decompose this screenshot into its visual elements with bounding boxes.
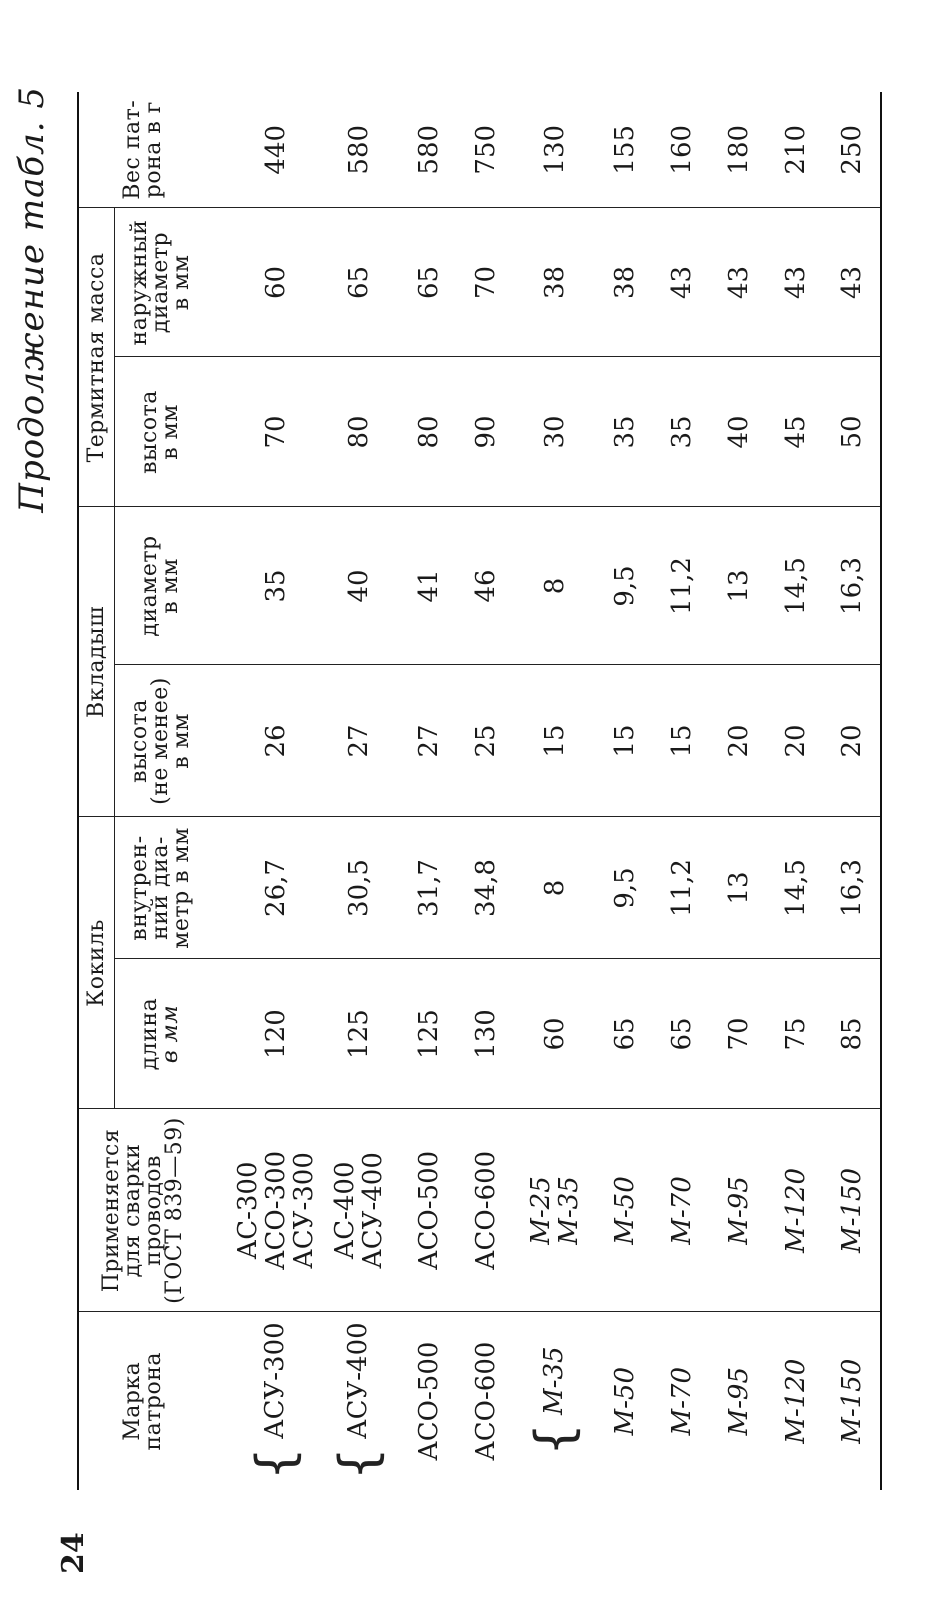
cell-tm-height: 90 [457,357,514,507]
cell-applies: АСО-600 [457,1109,514,1312]
header-vkladysh: Вкладыш [78,507,114,817]
cell-tm-outer: 65 [318,208,400,357]
cell-kokil-inner: 14,5 [767,817,824,959]
header-kokil: Кокиль [78,817,114,1109]
cell-mark: АСО-500 [413,1341,444,1461]
header-weight [78,92,206,208]
header-line: в мм [168,713,194,769]
cell-applies: М-50 [596,1109,653,1312]
header-mark [78,1312,206,1490]
cell-tm-outer: 70 [457,208,514,357]
cell-weight: 580 [400,92,457,208]
header-applies-line: проводов [140,1155,166,1266]
header-line: диаметр [137,535,163,637]
cell-weight: 750 [457,92,514,208]
header-mark-line: патрона [140,1351,166,1451]
cell-mark [514,1312,596,1490]
header-line: (не менее) [147,677,173,805]
table-row [457,92,514,1490]
cell-kokil-length: 130 [457,959,514,1109]
mark-text: АСУ-300 [260,1322,290,1440]
brace-icon: { [246,1447,306,1481]
header-line: диаметр [147,231,173,334]
cell-mark: М-50 [609,1367,640,1436]
table-row [514,92,596,1490]
cell-tm-height: 50 [824,357,881,507]
cell-applies: М-70 [653,1109,710,1312]
cell-vk-diam: 13 [710,507,767,665]
cell-vk-diam: 35 [206,507,318,665]
header-line: внутрен- [126,835,152,941]
cell-tm-height: 40 [710,357,767,507]
table-row [767,92,824,1490]
cell-kokil-inner: 11,2 [653,817,710,959]
header-termit-outer [114,208,206,357]
header-mark-line: Марка [119,1361,145,1441]
table-row [710,92,767,1490]
header-line: в мм [158,558,184,614]
header-line: в мм [168,254,194,311]
cell-mark [206,1312,318,1490]
cell-kokil-inner: 16,3 [824,817,881,959]
cell-kokil-inner: 9,5 [596,817,653,959]
cell-applies: М-120 [767,1109,824,1312]
cell-tm-outer: 43 [767,208,824,357]
cartridge-table [77,92,882,1490]
cell-vk-diam: 14,5 [767,507,824,665]
cell-weight: 155 [596,92,653,208]
cell-tm-outer: 38 [514,208,596,357]
applies-line: АС-300 [233,1161,263,1260]
cell-vk-height: 26 [206,665,318,817]
brace-icon: { [329,1447,389,1481]
cell-kokil-length: 75 [767,959,824,1109]
brace-icon: { [525,1422,585,1457]
cell-tm-outer: 43 [710,208,767,357]
header-vkladysh-height [114,665,206,817]
cell-weight: 580 [318,92,400,208]
cell-tm-outer: 43 [653,208,710,357]
cell-tm-height: 80 [400,357,457,507]
header-applies-line: для сварки [119,1143,145,1278]
applies-line: АСУ-400 [358,1152,388,1269]
table-row [318,92,400,1490]
header-line: длина [137,997,163,1071]
cell-vk-diam: 16,3 [824,507,881,665]
header-line: метр в мм [168,827,194,949]
cell-weight: 130 [514,92,596,208]
header-kokil-length [114,959,206,1109]
cell-vk-height: 20 [824,665,881,817]
cell-kokil-inner: 8 [514,817,596,959]
cell-mark: М-70 [666,1367,697,1436]
cell-tm-height: 35 [653,357,710,507]
cell-weight: 440 [206,92,318,208]
applies-line: АС-400 [330,1161,360,1260]
header-weight-line: рона в г [140,101,166,199]
cell-kokil-length: 60 [514,959,596,1109]
mark-text: АСУ-400 [343,1322,373,1440]
header-line: наружный [126,219,152,346]
header-applies-line: Применяется [98,1128,124,1293]
cell-vk-diam: 46 [457,507,514,665]
cell-tm-height: 35 [596,357,653,507]
applies-line: М-35 [554,1176,584,1245]
cell-vk-diam: 8 [514,507,596,665]
table-row [400,92,457,1490]
cell-applies: М-95 [710,1109,767,1312]
applies-line: АСУ-300 [289,1152,319,1269]
cell-mark: АСО-600 [470,1341,501,1461]
cell-vk-height: 25 [457,665,514,817]
cell-tm-height: 30 [514,357,596,507]
header-applies-line: (ГОСТ 839—59) [161,1117,187,1304]
cell-mark [318,1312,400,1490]
header-vkladysh-diam [114,507,206,665]
header-kokil-inner [114,817,206,959]
cell-mark: М-95 [723,1367,754,1436]
cell-mark: М-120 [780,1358,811,1444]
cell-tm-height: 70 [206,357,318,507]
cell-vk-diam: 11,2 [653,507,710,665]
table-row [206,92,318,1490]
header-weight-line: Вес пат- [119,99,145,200]
header-line: ний диа- [147,836,173,940]
page-number: 24 [56,1532,91,1574]
cell-kokil-length: 125 [318,959,400,1109]
cell-applies: М-150 [824,1109,881,1312]
applies-line: АСО-300 [261,1150,291,1271]
cell-weight: 180 [710,92,767,208]
header-line: высота [126,699,152,783]
cell-vk-height: 15 [653,665,710,817]
cell-kokil-length: 120 [206,959,318,1109]
cell-vk-height: 15 [596,665,653,817]
header-termit: Термитная масса [78,208,114,507]
table-row [596,92,653,1490]
cell-kokil-inner: 30,5 [318,817,400,959]
cell-vk-diam: 9,5 [596,507,653,665]
cell-tm-height: 80 [318,357,400,507]
cell-applies [514,1109,596,1312]
table-caption: Продолжение табл. 5 [12,86,52,513]
cell-vk-diam: 40 [318,507,400,665]
cell-kokil-inner: 34,8 [457,817,514,959]
cell-applies: АСО-500 [400,1109,457,1312]
cell-weight: 160 [653,92,710,208]
cell-vk-height: 15 [514,665,596,817]
header-line: высота [137,390,163,474]
cell-weight: 250 [824,92,881,208]
cell-kokil-inner: 13 [710,817,767,959]
cell-vk-height: 20 [710,665,767,817]
cell-kokil-length: 85 [824,959,881,1109]
header-line: в мм [158,404,184,460]
cell-vk-height: 27 [400,665,457,817]
cell-vk-height: 20 [767,665,824,817]
cell-tm-outer: 60 [206,208,318,357]
applies-line: М-25 [526,1176,556,1245]
cell-vk-height: 27 [318,665,400,817]
cell-tm-outer: 38 [596,208,653,357]
cell-tm-outer: 43 [824,208,881,357]
cell-kokil-inner: 31,7 [400,817,457,959]
header-applies [78,1109,206,1312]
cell-applies [206,1109,318,1312]
table-row [653,92,710,1490]
cell-kokil-length: 65 [653,959,710,1109]
mark-text: М-35 [539,1346,569,1415]
cell-applies [318,1109,400,1312]
cell-mark: М-150 [824,1312,881,1490]
table-row [824,92,881,1490]
cell-kokil-inner: 26,7 [206,817,318,959]
cell-kokil-length: 125 [400,959,457,1109]
cell-tm-height: 45 [767,357,824,507]
cell-vk-diam: 41 [400,507,457,665]
cell-weight: 210 [767,92,824,208]
header-line: в мм [158,1004,184,1064]
cell-kokil-length: 70 [710,959,767,1109]
cell-tm-outer: 65 [400,208,457,357]
header-termit-height [114,357,206,507]
cell-kokil-length: 65 [596,959,653,1109]
